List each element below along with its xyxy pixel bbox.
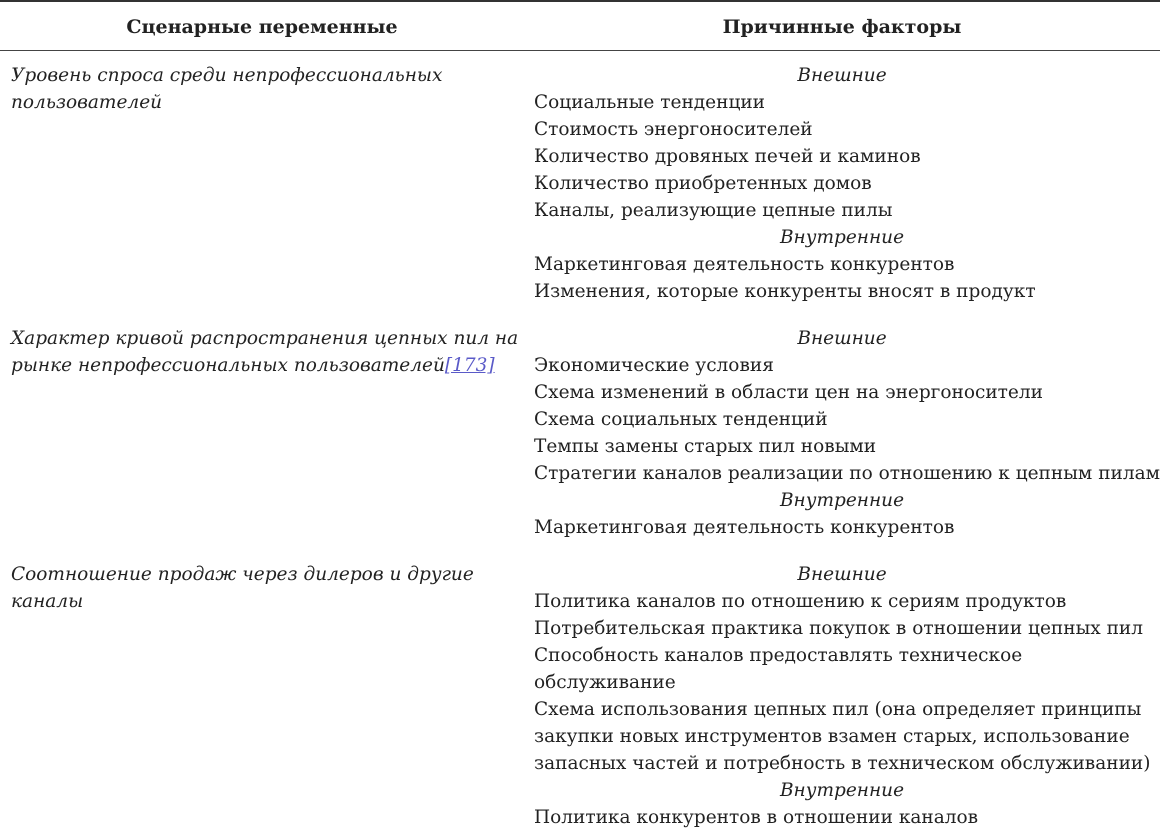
factor-item: Социальные тенденции bbox=[534, 92, 765, 113]
scenario-variable-cell bbox=[11, 325, 521, 379]
scenario-text-line bbox=[11, 352, 521, 379]
scenario-text-line: Соотношение продаж через дилеров и другие bbox=[11, 564, 474, 585]
factor-group-title-internal: Внутренние bbox=[779, 227, 905, 248]
column-header-causal-factors: Причинные факторы bbox=[722, 16, 962, 38]
factor-item: Маркетинговая деятельность конкурентов bbox=[534, 254, 955, 275]
factor-item: запасных частей и потребность в техническом обслуживании) bbox=[534, 753, 1151, 774]
header-rule bbox=[0, 50, 1160, 51]
factor-item: Схема социальных тенденций bbox=[534, 409, 828, 430]
factor-item: Политика каналов по отношению к сериям продуктов bbox=[534, 591, 1067, 612]
factor-group-title-internal: Внутренние bbox=[779, 490, 905, 511]
factor-group-title-external: Внешние bbox=[797, 65, 887, 86]
factor-item: Количество дровяных печей и каминов bbox=[534, 146, 921, 167]
factor-item: Маркетинговая деятельность конкурентов bbox=[534, 517, 955, 538]
factor-group-title-external: Внешние bbox=[797, 564, 887, 585]
scenario-variable-cell bbox=[11, 561, 521, 615]
column-header-scenario-variables: Сценарные переменные bbox=[126, 16, 398, 38]
factor-item: закупки новых инструментов взамен старых, использование bbox=[534, 726, 1130, 747]
factor-item: Изменения, которые конкуренты вносят в продукт bbox=[534, 281, 1036, 302]
top-rule bbox=[0, 0, 1160, 2]
factor-item: Схема изменений в области цен на энергоносители bbox=[534, 382, 1043, 403]
scenario-text-line: каналы bbox=[11, 591, 84, 612]
factor-item: Потребительская практика покупок в отношении цепных пил bbox=[534, 618, 1144, 639]
causal-factors-cell bbox=[534, 62, 1160, 305]
factor-item: Схема использования цепных пил (она определяет принципы bbox=[534, 699, 1142, 720]
factor-item: Количество приобретенных домов bbox=[534, 173, 872, 194]
factor-item: Темпы замены старых пил новыми bbox=[534, 436, 877, 457]
scenario-text-line: Уровень спроса среди непрофессиональных bbox=[11, 65, 443, 86]
factor-group-title-external: Внешние bbox=[797, 328, 887, 349]
causal-factors-cell bbox=[534, 325, 1160, 541]
factor-item: обслуживание bbox=[534, 672, 676, 693]
footnote-link[interactable]: [173] bbox=[444, 355, 495, 376]
factor-item: Политика конкурентов в отношении каналов bbox=[534, 807, 979, 828]
scenario-text: рынке непрофессиональных пользователей bbox=[11, 355, 445, 376]
factor-item: Стоимость энергоносителей bbox=[534, 119, 813, 140]
causal-factors-cell bbox=[534, 561, 1160, 831]
factor-item: Способность каналов предоставлять техническое bbox=[534, 645, 1023, 666]
factor-group-title-internal: Внутренние bbox=[779, 780, 905, 801]
scenario-text-line: пользователей bbox=[11, 92, 163, 113]
scenario-variable-cell bbox=[11, 62, 521, 116]
scenario-text-line: Характер кривой распространения цепных пил на bbox=[11, 328, 519, 349]
factor-item: Каналы, реализующие цепные пилы bbox=[534, 200, 893, 221]
factor-item: Стратегии каналов реализации по отношению к цепным пилам bbox=[534, 463, 1160, 484]
factor-item: Экономические условия bbox=[534, 355, 774, 376]
